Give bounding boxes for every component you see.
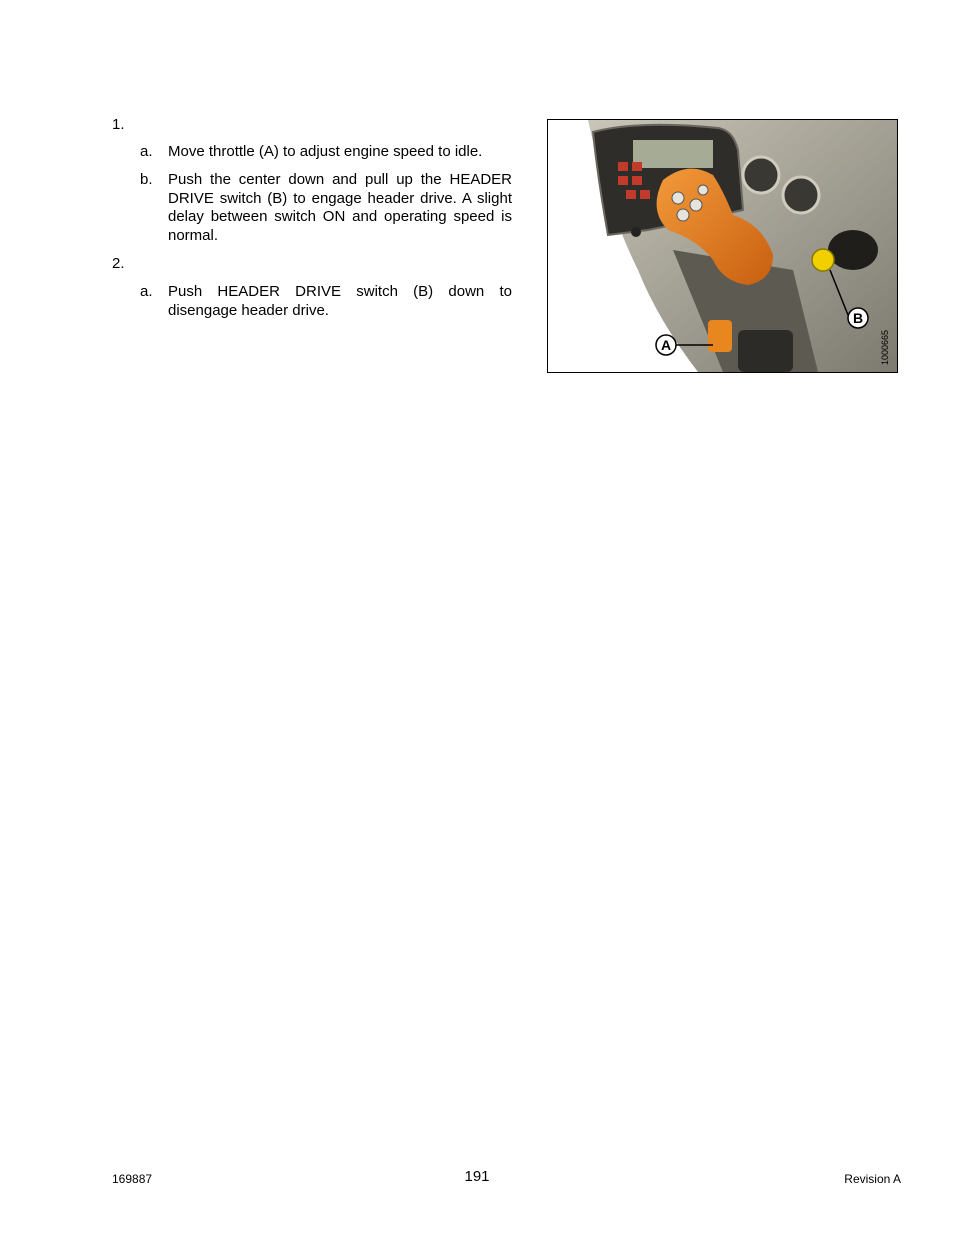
step-2a-letter: a. xyxy=(140,283,153,300)
lcd-screen xyxy=(633,140,713,168)
step-1-number: 1. xyxy=(112,116,125,133)
cup-holder xyxy=(828,230,878,270)
console-figure xyxy=(547,119,898,373)
callout-b-label: B xyxy=(852,310,864,326)
gauge-right xyxy=(783,177,819,213)
figure-id: 1000665 xyxy=(880,329,890,365)
step-2a xyxy=(140,283,512,320)
key-switch xyxy=(631,227,641,237)
step-1a-letter: a. xyxy=(140,143,153,160)
doc-number: 169887 xyxy=(112,1172,153,1186)
step-2a-text: Push HEADER DRIVE switch (B) down to disengage header drive. xyxy=(168,283,512,319)
revision: Revision A xyxy=(844,1172,901,1186)
step-1b-letter: b. xyxy=(140,171,153,188)
step-1a-text: Move throttle (A) to adjust engine speed to idle. xyxy=(168,143,483,160)
callout-a-label: A xyxy=(660,337,672,353)
console-illustration xyxy=(548,120,897,372)
step-1b xyxy=(140,171,512,246)
header-drive-switch xyxy=(812,249,834,271)
gauge-left xyxy=(743,157,779,193)
throttle-base xyxy=(738,330,793,372)
throttle-lever xyxy=(708,320,732,352)
step-2-number: 2. xyxy=(112,255,125,272)
step-1a xyxy=(140,143,512,162)
step-1b-text: Push the center down and pull up the HEADER DRIVE switch (B) to engage header drive. A slight delay between switch ON and operating speed is normal. xyxy=(168,171,512,245)
page-number: 191 xyxy=(464,1168,490,1185)
